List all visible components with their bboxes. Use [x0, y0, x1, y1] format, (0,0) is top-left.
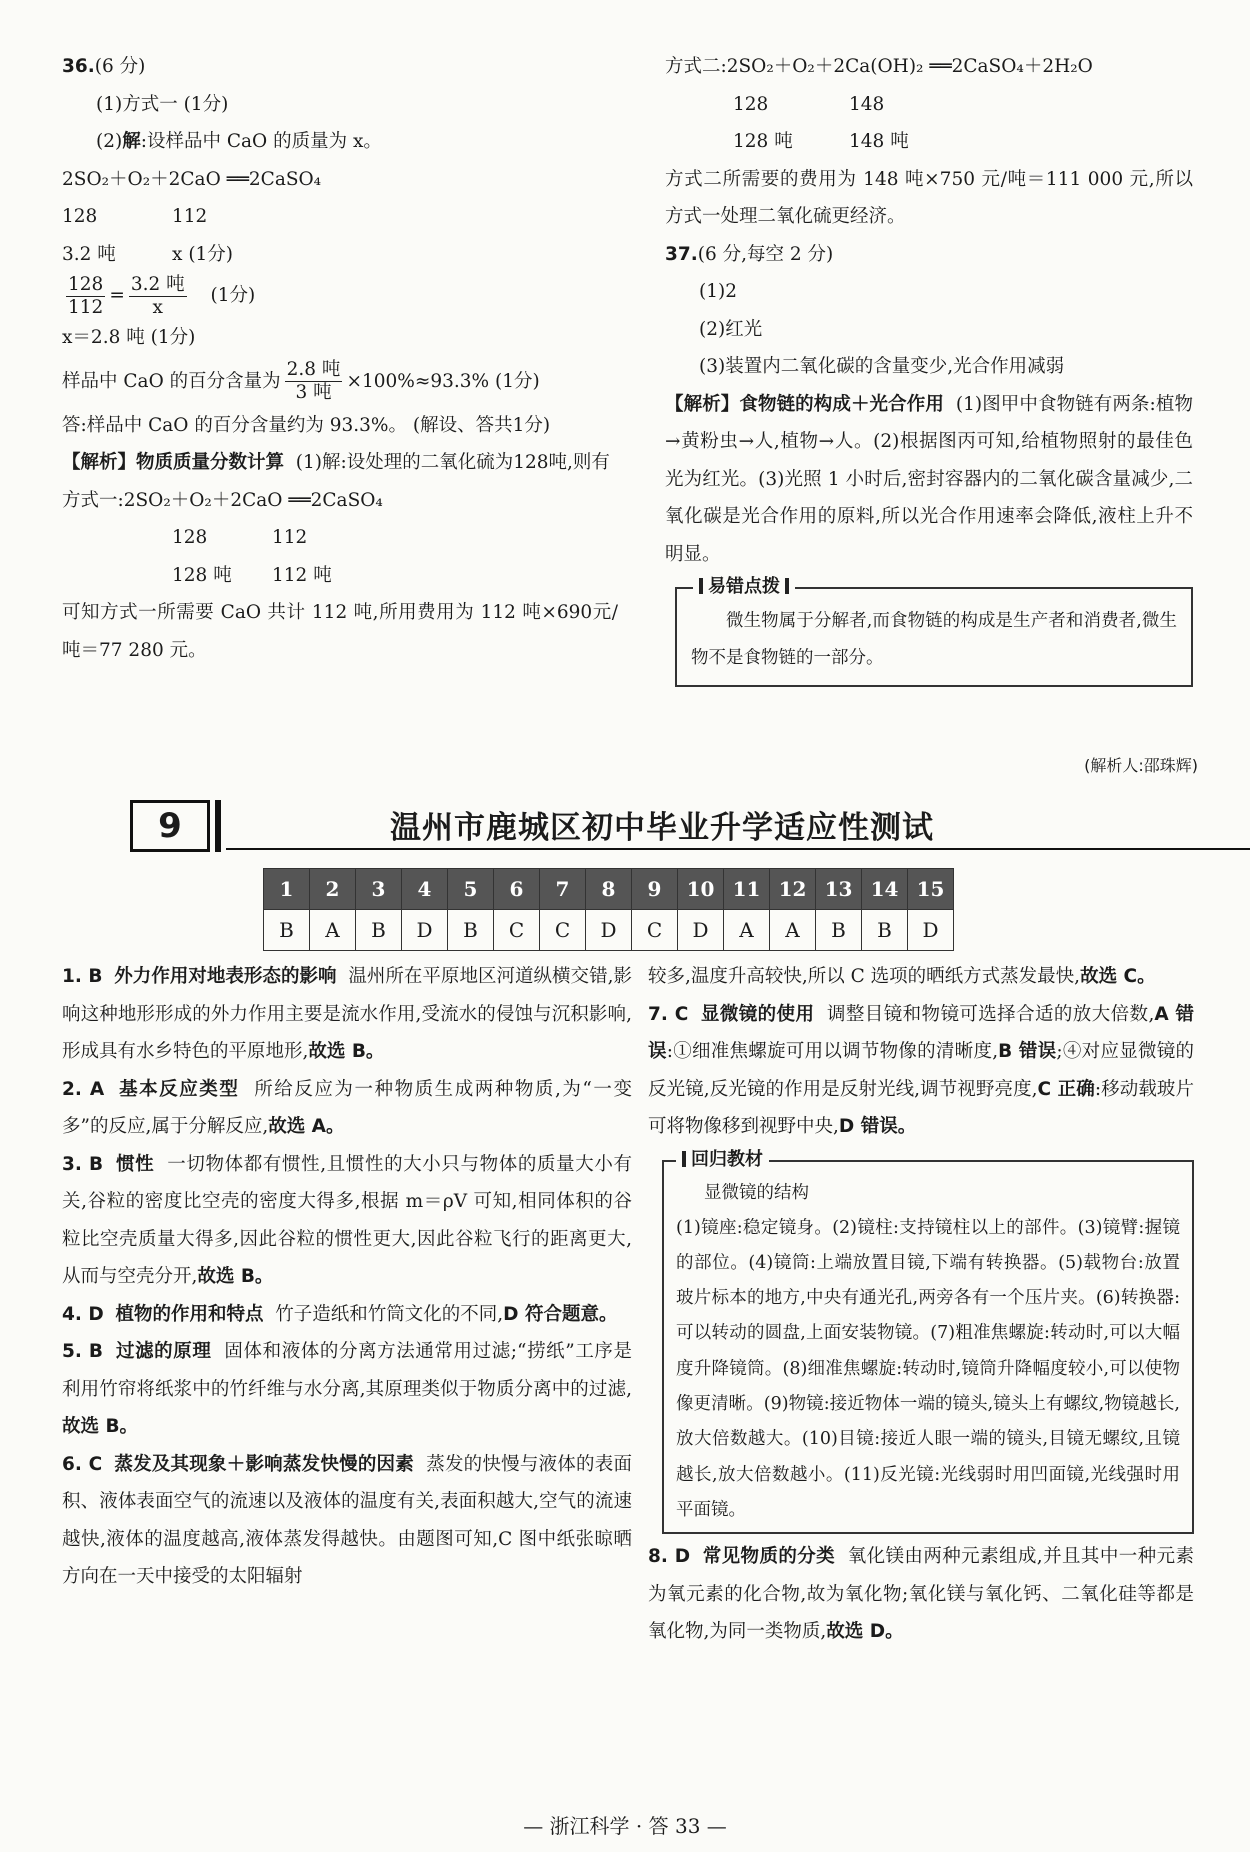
answer-table-number-cell: 3	[356, 869, 402, 910]
answer-item-end: 故选 A。	[268, 1116, 345, 1137]
answer-item-text: 固体和液体的分离方法通常用过滤;“捞纸”工序是利用竹帘将纸浆中的竹纤维与水分离,其原理类似于物质分离中的过滤,	[62, 1341, 632, 1400]
answer-table-answer-cell: B	[264, 910, 310, 951]
answer-item-tag: 蒸发及其现象＋影响蒸发快慢的因素	[114, 1453, 414, 1475]
q36-method2-mass: 128 148	[733, 93, 885, 115]
answer-table	[263, 868, 954, 951]
answer-table-number-cell: 10	[678, 869, 724, 910]
q36-conclusion: 答:样品中 CaO 的百分含量约为 93.3%。 (解设、答共1分)	[62, 414, 551, 436]
answer-table-number-cell: 11	[724, 869, 770, 910]
error-tip-text: 微生物属于分解者,而食物链的构成是生产者和消费者,微生物不是食物链的一部分。	[691, 611, 1177, 668]
q37-answer-2: (2)红光	[699, 318, 763, 340]
error-tip-label: 易错点拨	[693, 575, 795, 599]
q36-method2-cost: 方式二所需要的费用为 148 吨×750 元/吨＝111 000 元,所以方式一处理二氧化硫更经济。	[665, 168, 1193, 227]
answer-table-number-cell: 12	[770, 869, 816, 910]
answer-table-answer-cell: A	[724, 910, 770, 951]
answer-table-answer-cell: D	[402, 910, 448, 951]
answer-table-number-cell: 7	[540, 869, 586, 910]
answers-left-column	[62, 958, 632, 1596]
answer-table-answer-row	[264, 910, 954, 951]
q36-equation: 2SO₂＋O₂＋2CaO ══2CaSO₄	[62, 168, 322, 190]
answer-table-answer-cell: D	[586, 910, 632, 951]
answer-table-number-cell: 6	[494, 869, 540, 910]
answer-item-text: 竹子造纸和竹筒文化的不同,	[275, 1303, 504, 1325]
answer-table-answer-cell: D	[678, 910, 724, 951]
q36-percentage: 样品中 CaO 的百分含量为 $\frac{\text{2.8 吨}}{\text{3 吨}}$ ×100%≈93.3% (1分)	[62, 359, 540, 403]
answer-item-text: 温州所在平原地区河道纵横交错,影响这种地形形成的外力作用主要是流水作用,受流水的侵蚀与沉积影响,形成具有水乡特色的平原地形,	[62, 966, 632, 1062]
section-number: 9	[130, 800, 210, 852]
textbook-review-subtitle: 显微镜的结构	[704, 1182, 809, 1203]
answer-item-end: 故选 B。	[308, 1041, 385, 1062]
answer-item	[62, 1333, 632, 1446]
q37-answer-1: (1)2	[699, 281, 737, 302]
answer-table-number-cell: 2	[310, 869, 356, 910]
answer-table-answer-cell: C	[632, 910, 678, 951]
textbook-review-box	[662, 1148, 1194, 1535]
answer-item-num: 1. B	[62, 966, 103, 987]
answer-table-number-cell: 9	[632, 869, 678, 910]
answer-table-number-cell: 4	[402, 869, 448, 910]
answer-table-answer-cell: C	[494, 910, 540, 951]
answer-table-number-cell: 5	[448, 869, 494, 910]
q36-method2-value: 128 吨 148 吨	[733, 131, 909, 152]
answer-item-text: 所给反应为一种物质生成两种物质,为“一变多”的反应,属于分解反应,	[62, 1078, 632, 1137]
q36-mass-row: 128 112	[62, 206, 208, 227]
answer-item	[62, 1446, 632, 1596]
answer-item-num: 6. C	[62, 1453, 103, 1475]
answer-item-end: 故选 B。	[197, 1266, 274, 1287]
q36-answer-2: (2)解:设样品中 CaO 的质量为 x。	[96, 131, 382, 152]
answer-item	[62, 1296, 632, 1334]
error-tip-box	[675, 576, 1193, 687]
answer-table-answer-cell: B	[356, 910, 402, 951]
q37-header: 37.(6 分,每空 2 分)	[665, 243, 834, 265]
answer-item-tag: 外力作用对地表形态的影响	[114, 966, 337, 987]
q36-answer-1: (1)方式一 (1分)	[96, 93, 229, 115]
section-title: 温州市鹿城区初中毕业升学适应性测试	[390, 810, 934, 846]
q36-q37-section	[665, 48, 1193, 687]
fraction: $\frac{\text{2.8 吨}}{\text{3 吨}}$	[286, 359, 341, 403]
textbook-review-body: (1)镜座:稳定镜身。(2)镜柱:支持镜柱以上的部件。(3)镜臂:握镜的部位。(4)镜筒:上端放置目镜,下端有转换器。(5)载物台:放置玻片标本的地方,中央有通光孔,两旁各有一个压片夹。(6)转换器:可以转动的圆盘,上面安装物镜。(7)粗准焦螺旋:转动时,可以大幅度升降镜筒。(8)细准焦螺旋:转动时,镜筒升降幅度较小,可以使物像更清晰。(9)物镜:接近物体一端的镜头,镜头上有螺纹,物镜越长,放大倍数越大。(10)目镜:接近人眼一端的镜头,目镜无螺纹,且镜越长,放大倍数越小。(11)反光镜:光线弱时用凹面镜,光线强时用平面镜。	[676, 1217, 1180, 1520]
q36-analysis: 【解析】物质质量分数计算 (1)解:设处理的二氧化硫为128吨,则有	[62, 452, 610, 473]
q36-method1-cost: 可知方式一所需要 CaO 共计 112 吨,所用费用为 112 吨×690元/吨＝77 280 元。	[62, 602, 618, 661]
answer-item-tag: 基本反应类型	[119, 1078, 240, 1100]
answer-item-text: 一切物体都有惯性,且惯性的大小只与物体的质量大小有关,谷粒的密度比空壳的密度大得多,根据 m＝ρV 可知,相同体积的谷粒比空壳质量大得多,因此谷粒的惯性更大,因此谷粒飞行的距离更大,从而与空壳分开,	[62, 1153, 632, 1287]
section-rule	[226, 848, 1250, 850]
fraction: $\frac{128}{112}$	[68, 273, 104, 318]
q37-answer-3: (3)装置内二氧化碳的含量变少,光合作用减弱	[699, 356, 1065, 377]
textbook-review-label: 回归教材	[676, 1148, 769, 1172]
section-header	[130, 800, 1130, 850]
answer-item-tag: 惯性	[116, 1153, 155, 1175]
q36-header: 36.(6 分)	[62, 56, 146, 77]
page-footer: — 浙江科学 · 答 33 —	[523, 1814, 727, 1838]
answer-item-num: 4. D	[62, 1303, 104, 1325]
q36-result-x: x＝2.8 吨 (1分)	[62, 327, 196, 348]
answer-table-answer-cell: D	[908, 910, 954, 951]
q36-section	[62, 48, 618, 669]
q36-method1-equation: 方式一:2SO₂＋O₂＋2CaO ══2CaSO₄	[62, 489, 383, 511]
answer-table-number-cell: 1	[264, 869, 310, 910]
answer-table-number-cell: 14	[862, 869, 908, 910]
q36-method2-equation: 方式二:2SO₂＋O₂＋2Ca(OH)₂ ══2CaSO₄＋2H₂O	[665, 56, 1093, 77]
answer-table-answer-cell: A	[770, 910, 816, 951]
answer-table-answer-cell: B	[448, 910, 494, 951]
answer-table-answer-cell: B	[816, 910, 862, 951]
answer-table-answer-cell: B	[862, 910, 908, 951]
answer-item-tag: 过滤的原理	[116, 1341, 212, 1362]
answer-table-answer-cell: C	[540, 910, 586, 951]
q36-value-row: 3.2 吨 x (1分)	[62, 243, 234, 265]
answer-item	[62, 1146, 632, 1296]
q37-analysis: 【解析】食物链的构成＋光合作用 (1)图甲中食物链有两条:植物→黄粉虫→人,植物→人。(2)根据图丙可知,给植物照射的最佳色光为红光。(3)光照 1 小时后,密封容器内的二氧化碳含量减少,二氧化碳是光合作用的原料,所以光合作用速率会降低,液柱上升不明显。	[665, 393, 1193, 565]
answers-right-column	[648, 958, 1194, 1651]
answer-table-answer-cell: A	[310, 910, 356, 951]
answer-table-header-row	[264, 869, 954, 910]
answer-item-tag: 植物的作用和特点	[115, 1303, 264, 1325]
answer-table-number-cell: 15	[908, 869, 954, 910]
analyst-credit: (解析人:邵珠辉)	[1084, 756, 1198, 775]
answer-item-end: D 符合题意。	[503, 1303, 618, 1325]
answer-item-end: 故选 B。	[62, 1416, 139, 1437]
q36-proportion: $\frac{128}{112}$ = $\frac{\text{3.2 吨}}{x}$ (1分)	[68, 273, 256, 318]
q36-method1-mass: 128 112	[172, 527, 308, 548]
q7-item: 7. C 显微镜的使用 调整目镜和物镜可选择合适的放大倍数,A 错误:①细准焦螺旋可用以调节物像的清晰度,B 错误;④对应显微镜的反光镜,反光镜的作用是反射光线,调节视野亮度,C 正确:移动载玻片可将物像移到视野中央,D 错误。	[648, 1003, 1194, 1137]
answer-item-num: 3. B	[62, 1153, 104, 1175]
fraction: $\frac{\text{3.2 吨}}{x}$	[130, 273, 185, 318]
answer-item-text: 蒸发的快慢与液体的表面积、液体表面空气的流速以及液体的温度有关,表面积越大,空气的流速越快,液体的温度越高,液体蒸发得越快。由题图可知,C 图中纸张晾晒方向在一天中接受的太阳辐射	[62, 1453, 632, 1587]
answer-table-number-cell: 8	[586, 869, 632, 910]
answer-item	[62, 1071, 632, 1146]
answer-table-number-cell: 13	[816, 869, 862, 910]
q6-continuation: 较多,温度升高较快,所以 C 选项的晒纸方式蒸发最快,故选 C。	[648, 966, 1156, 987]
q36-method1-value: 128 吨 112 吨	[172, 564, 332, 586]
answer-item-num: 2. A	[62, 1078, 105, 1100]
answer-item	[62, 958, 632, 1071]
answer-item-num: 5. B	[62, 1341, 104, 1362]
q8-item: 8. D 常见物质的分类 氧化镁由两种元素组成,并且其中一种元素为氧元素的化合物,故为氧化物;氧化镁与氧化钙、二氧化硅等都是氧化物,为同一类物质,故选 D。	[648, 1546, 1194, 1643]
